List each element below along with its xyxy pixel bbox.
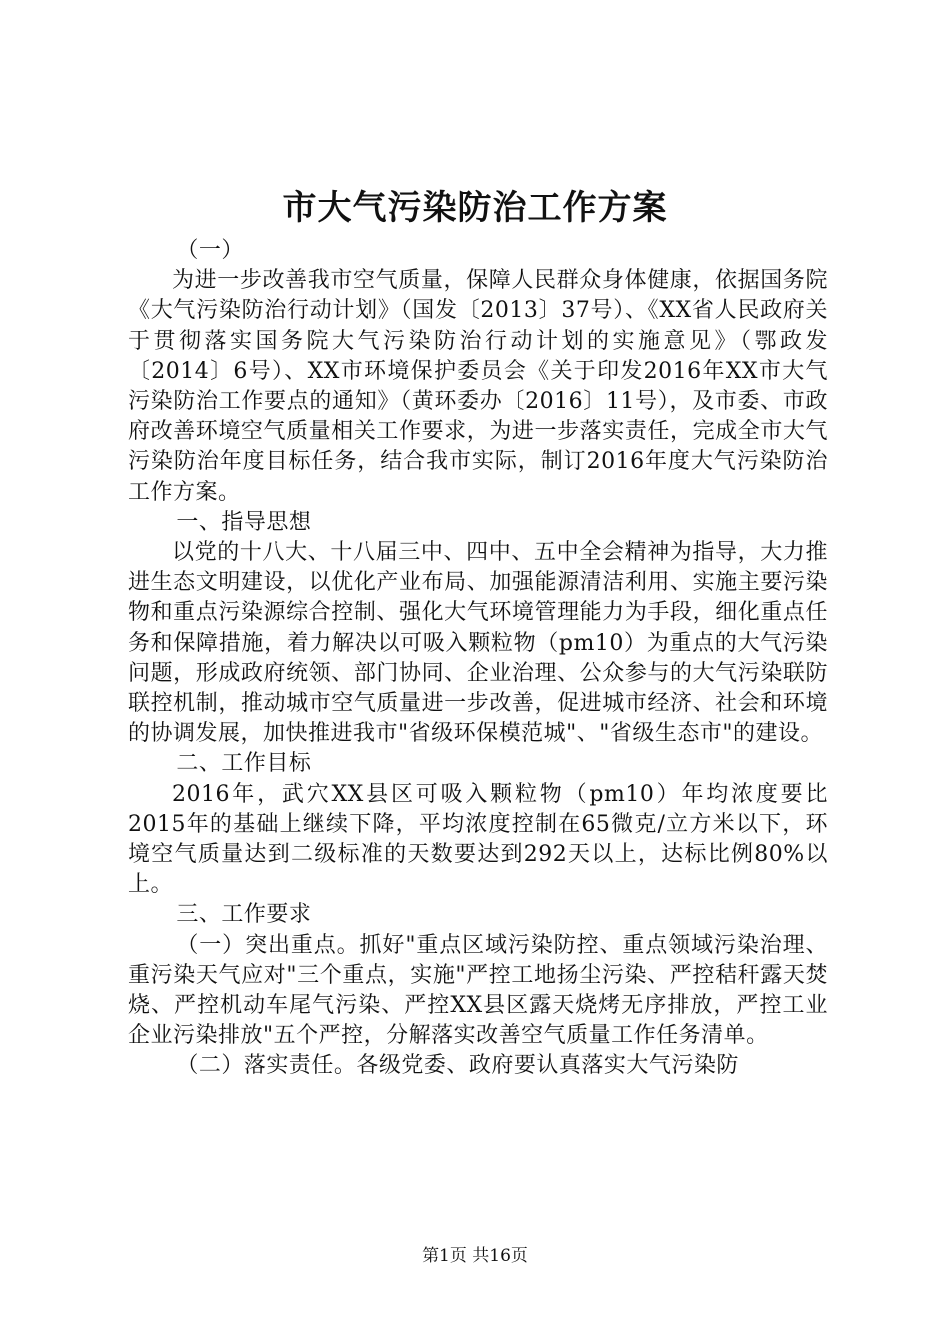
requirement-paragraph-1: （一）突出重点。抓好"重点区域污染防控、重点领域污染治理、重污染天气应对"三个重点，实施"严控工地扬尘污染、严控秸秆露天焚烧、严控机动车尾气污染、严控XX县区露天烧烤无序排放，严控工业企业污染排放"五个严控，分解落实改善空气质量工作任务清单。 (128, 932, 828, 1049)
section-marker: （一） (176, 238, 244, 263)
page-number-footer: 第1页 共16页 (422, 1246, 528, 1266)
document-title: 市大气污染防治工作方案 (282, 188, 668, 228)
guiding-ideology-paragraph: 以党的十八大、十八届三中、四中、五中全会精神为指导，大力推进生态文明建设，以优化产业布局、加强能源清洁利用、实施主要污染物和重点污染源综合控制、强化大气环境管理能力为手段，细化重点任务和保障措施，着力解决以可吸入颗粒物（pm10）为重点的大气污染问题，形成政府统领、部门协同、企业治理、公众参与的大气污染联防联控机制，推动城市空气质量进一步改善，促进城市经济、社会和环境的协调发展，加快推进我市"省级环保模范城"、"省级生态市"的建设。 (128, 540, 828, 747)
section-heading-work-goals: 二、工作目标 (176, 751, 312, 777)
work-goals-paragraph: 2016年，武穴XX县区可吸入颗粒物（pm10）年均浓度要比2015年的基础上继续下降，平均浓度控制在65微克/立方米以下，环境空气质量达到二级标准的天数要达到292天以上，达标比例80%以上。 (128, 781, 828, 898)
intro-paragraph: 为进一步改善我市空气质量，保障人民群众身体健康，依据国务院《大气污染防治行动计划》（国发〔2013〕37号）、《XX省人民政府关于贯彻落实国务院大气污染防治行动计划的实施意见》（鄂政发〔2014〕6号）、XX市环境保护委员会《关于印发2016年XX市大气污染防治工作要点的通知》（黄环委办〔2016〕11号），及市委、市政府改善环境空气质量相关工作要求，为进一步落实责任，完成全市大气污染防治年度目标任务，结合我市实际，制订2016年度大气污染防治工作方案。 (128, 268, 828, 505)
section-heading-guiding-ideology: 一、指导思想 (176, 509, 312, 535)
section-heading-work-requirements: 三、工作要求 (176, 902, 312, 928)
requirement-paragraph-2: （二）落实责任。各级党委、政府要认真落实大气污染防 (176, 1053, 739, 1079)
document-body (128, 236, 828, 1082)
